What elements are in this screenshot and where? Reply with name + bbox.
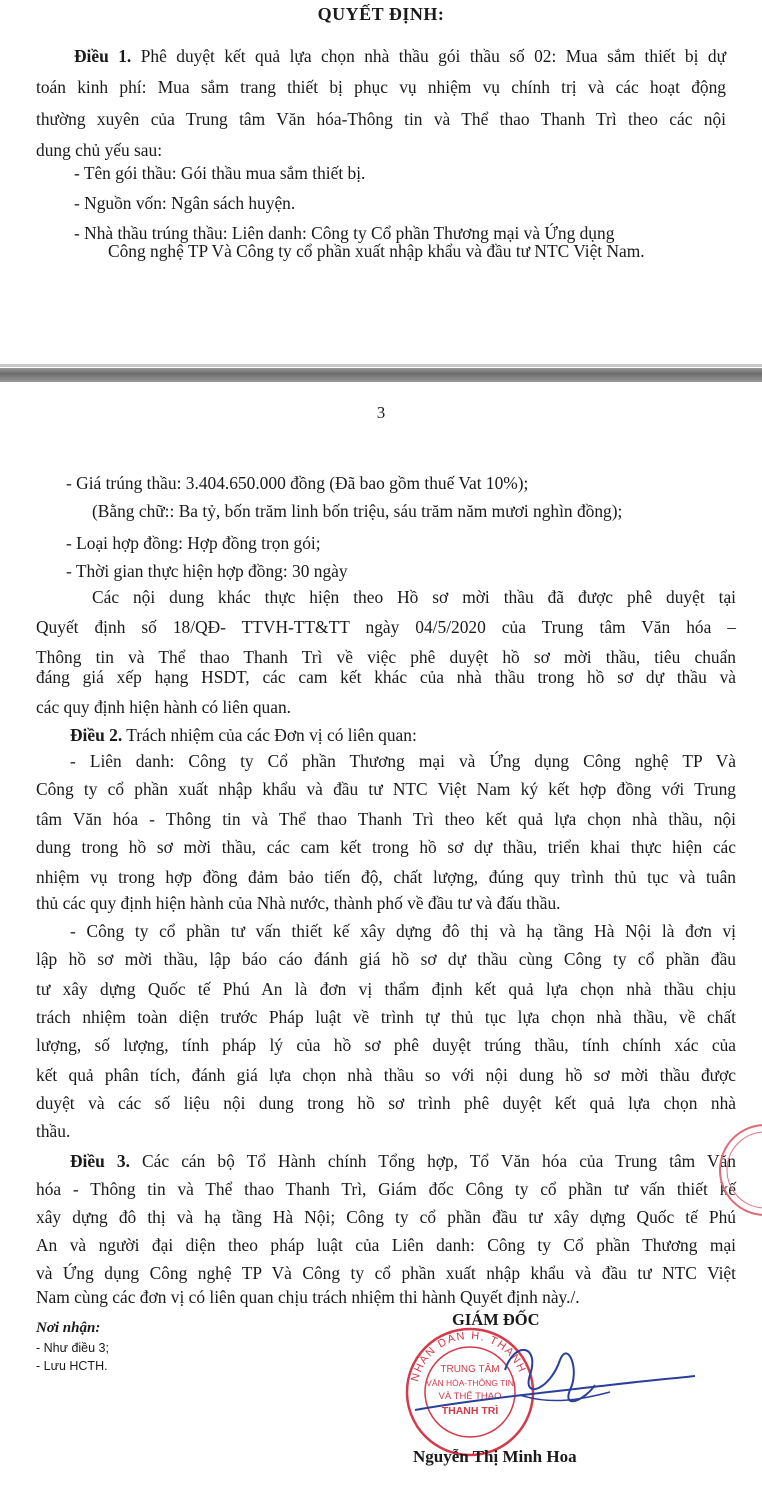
dieu1-text-1: Phê duyệt kết quả lựa chọn nhà thầu gói thầu số 02: Mua sắm thiết bị dự (131, 46, 726, 66)
item-funding: - Nguồn vốn: Ngân sách huyện. (74, 193, 296, 213)
svg-text:TRUNG TÂM: TRUNG TÂM (440, 1364, 500, 1375)
signer-role: GIÁM ĐỐC (452, 1310, 540, 1329)
dieu2-p1-line-2: Công ty cổ phần xuất nhập khẩu và đầu tư NTC Việt Nam ký kết hợp đồng với Trung (36, 779, 736, 799)
signature-icon (410, 1330, 700, 1440)
recipient-item-1: - Như điều 3; (36, 1341, 109, 1355)
page-break-shadow (0, 364, 762, 367)
other-line-4: đáng giá xếp hạng HSDT, các cam kết khác của nhà thầu trong hồ sơ dự thầu và (36, 667, 736, 687)
item-package-name: - Tên gói thầu: Gói thầu mua sắm thiết bị. (74, 163, 366, 183)
decision-title: QUYẾT ĐỊNH: (317, 4, 445, 24)
dieu2-p2-line-8: thầu. (36, 1121, 71, 1141)
item-price-words: (Bằng chữ:: Ba tỷ, bốn trăm linh bốn triệu, sáu trăm năm mươi nghìn đồng); (92, 501, 623, 521)
dieu2-p2-line-4: trách nhiệm toàn diện trước Pháp luật về trình tự thủ tục lựa chọn nhà thầu, về chất (36, 1007, 736, 1027)
dieu2-p2-line-2: lập hồ sơ mời thầu, lập báo cáo đánh giá hồ sơ dự thầu cùng Công ty cổ phần đầu (36, 949, 736, 969)
dieu2-p2-line-3: tư xây dựng Quốc tế Phú An là đơn vị thẩm định kết quả lựa chọn nhà thầu chịu (36, 979, 736, 999)
margin-stamp-icon (705, 1120, 762, 1220)
dieu2-p1-line-3: tâm Văn hóa - Thông tin và Thể thao Thanh Trì theo kết quả lựa chọn nhà thầu, nội (36, 809, 736, 829)
dieu3-line-3: xây dựng đô thị và hạ tầng Hà Nội; Công ty cổ phần đầu tư xây dựng Quốc tế Phú (36, 1207, 736, 1227)
recipient-item-2: - Lưu HCTH. (36, 1359, 108, 1373)
dieu2-p1-line-1: - Liên danh: Công ty Cổ phần Thương mại và Ứng dụng Công nghệ TP Và (70, 751, 736, 771)
dieu3-line-6: Nam cùng các đơn vị có liên quan chịu trách nhiệm thi hành Quyết định này./. (36, 1287, 580, 1307)
dieu1-line-2: toán kinh phí: Mua sắm trang thiết bị phục vụ nhiệm vụ chính trị và các hoạt động (36, 77, 726, 97)
dieu3-line-2: hóa - Thông tin và Thể thao Thanh Trì, Giám đốc Công ty cổ phần tư vấn thiết kế (36, 1179, 736, 1199)
dieu2-p1-line-4: dung trong hồ sơ mời thầu, các cam kết trong hồ sơ dự thầu, triển khai thực hiện các (36, 837, 736, 857)
dieu1-line-4: dung chủ yếu sau: (36, 140, 163, 160)
other-line-5: các quy định hiện hành có liên quan. (36, 697, 291, 717)
dieu2-p2-line-1: - Công ty cổ phần tư vấn thiết kế xây dựng đô thị và hạ tầng Hà Nội là đơn vị (70, 921, 736, 941)
other-line-1: Các nội dung khác thực hiện theo Hồ sơ mời thầu đã được phê duyệt tại (92, 587, 736, 607)
dieu2-p1-line-5: nhiệm vụ trong hợp đồng đảm bảo tiến độ, chất lượng, đúng quy trình thủ tục và tuân (36, 867, 736, 887)
dieu1-line-3: thường xuyên của Trung tâm Văn hóa-Thông tin và Thể thao Thanh Trì theo các nội (36, 109, 726, 129)
dieu2-heading-text: Trách nhiệm của các Đơn vị có liên quan: (122, 725, 417, 745)
dieu3-text-1: Các cán bộ Tổ Hành chính Tổng hợp, Tổ Văn hóa của Trung tâm Văn (129, 1151, 736, 1171)
dieu2-label: Điều 2. (70, 725, 123, 745)
dieu1-label: Điều 1. (74, 46, 132, 66)
dieu3-label: Điều 3. (70, 1151, 130, 1171)
other-line-3: Thông tin và Thể thao Thanh Trì về việc phê duyệt hồ sơ mời thầu, tiêu chuẩn (36, 647, 736, 667)
dieu2-p2-line-7: duyệt và các số liệu nội dung trong hồ sơ trình phê duyệt kết quả lựa chọn nhà (36, 1093, 736, 1113)
recipients-title: Nơi nhận: (36, 1320, 101, 1336)
dieu2-heading (70, 724, 417, 746)
page-break (0, 368, 762, 382)
dieu3-line-4: An và người đại diện theo pháp luật của Liên danh: Công ty Cổ phần Thương mại (36, 1235, 736, 1255)
svg-text:THANH TRÌ: THANH TRÌ (441, 1405, 499, 1417)
svg-text:VÀ THỂ THAO: VÀ THỂ THAO (438, 1391, 502, 1402)
signer-name: Nguyễn Thị Minh Hoa (413, 1447, 577, 1466)
svg-text:NHÂN DÂN H. THANH: NHÂN DÂN H. THANH (409, 1329, 529, 1383)
item-contract-type: - Loại hợp đồng: Hợp đồng trọn gói; (66, 533, 321, 553)
item-winner: - Nhà thầu trúng thầu: Liên danh: Công ty Cổ phần Thương mại và Ứng dụng (74, 223, 615, 243)
dieu3-line-1 (70, 1150, 736, 1172)
dieu3-line-5: và Ứng dụng Công nghệ TP Và Công ty cổ phần xuất nhập khẩu và đầu tư NTC Việt (36, 1263, 736, 1283)
item-duration: - Thời gian thực hiện hợp đồng: 30 ngày (66, 561, 348, 581)
item-price: - Giá trúng thầu: 3.404.650.000 đồng (Đã bao gồm thuế Vat 10%); (66, 473, 529, 493)
dieu2-p2-line-5: lượng, số lượng, tính pháp lý của hồ sơ phê duyệt trúng thầu, tính chính xác của (36, 1035, 736, 1055)
other-line-2: Quyết định số 18/QĐ- TTVH-TT&TT ngày 04/5/2020 của Trung tâm Văn hóa – (36, 617, 736, 637)
item-winner-cont: Công nghệ TP Và Công ty cổ phần xuất nhập khẩu và đầu tư NTC Việt Nam. (108, 241, 645, 261)
page-number: 3 (376, 403, 386, 422)
dieu2-p2-line-6: kết quả phân tích, đánh giá lựa chọn nhà thầu so với nội dung hồ sơ mời thầu được (36, 1065, 736, 1085)
svg-text:VĂN HÓA-THÔNG TIN: VĂN HÓA-THÔNG TIN (426, 1378, 514, 1388)
dieu2-p1-line-6: thủ các quy định hiện hành của Nhà nước, thành phố về đầu tư và đấu thầu. (36, 893, 561, 913)
dieu1-line-1 (36, 45, 726, 67)
